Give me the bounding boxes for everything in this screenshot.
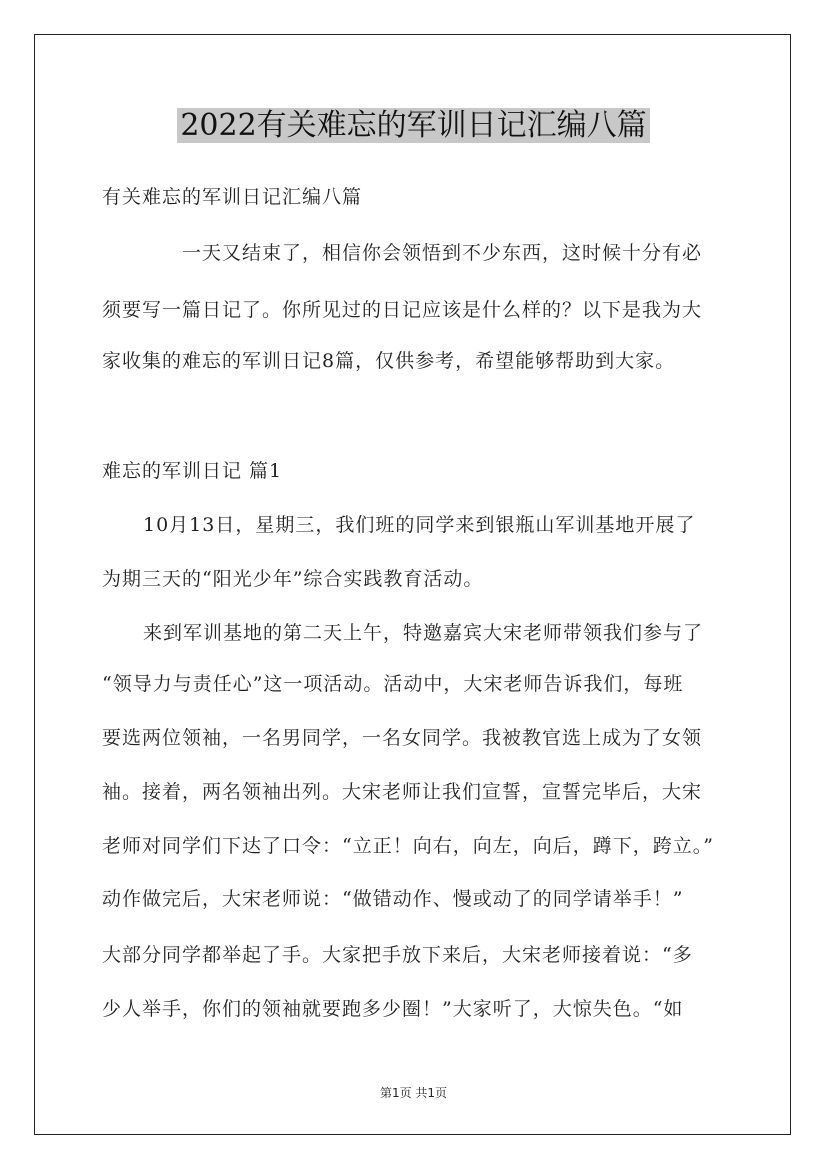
intro-line: 家收集的难忘的军训日记8篇，仅供参考，希望能够帮助到大家。 [102, 350, 676, 372]
intro-line: 须要写一篇日记了。你所见过的日记应该是什么样的？以下是我为大 [102, 299, 703, 321]
document-title [0, 100, 827, 144]
body-line: 为期三天的“阳光少年”综合实践教育活动。 [102, 568, 484, 590]
body-line: “领导力与责任心”这一项活动。活动中，大宋老师告诉我们，每班 [102, 673, 684, 695]
body-line: 大部分同学都举起了手。大家把手放下来后，大宋老师接着说：“多 [102, 944, 693, 966]
section-heading: 难忘的军训日记 篇1 [102, 460, 283, 482]
body-line: 少人举手，你们的领袖就要跑多少圈！”大家听了，大惊失色。“如 [102, 998, 684, 1020]
title-text: 2022有关难忘的军训日记汇编八篇 [177, 108, 649, 143]
intro-line: 一天又结束了，相信你会领悟到不少东西，这时候十分有必 [182, 242, 703, 264]
body-line: 要选两位领袖，一名男同学，一名女同学。我被教官选上成为了女领 [102, 727, 703, 749]
body-line: 老师对同学们下达了口令：“立正！向右，向左，向后，蹲下，跨立。” [102, 835, 714, 857]
subtitle: 有关难忘的军训日记汇编八篇 [102, 186, 363, 208]
body-line: 10月13日，星期三，我们班的同学来到银瓶山军训基地开展了 [143, 514, 696, 536]
body-line: 袖。接着，两名领袖出列。大宋老师让我们宣誓，宣誓完毕后，大宋 [102, 781, 703, 803]
body-line: 动作做完后，大宋老师说：“做错动作、慢或动了的同学请举手！” [102, 888, 684, 910]
body-line: 来到军训基地的第二天上午，特邀嘉宾大宋老师带领我们参与了 [143, 622, 704, 644]
page-number-footer: 第1页 共1页 [379, 1086, 448, 1100]
